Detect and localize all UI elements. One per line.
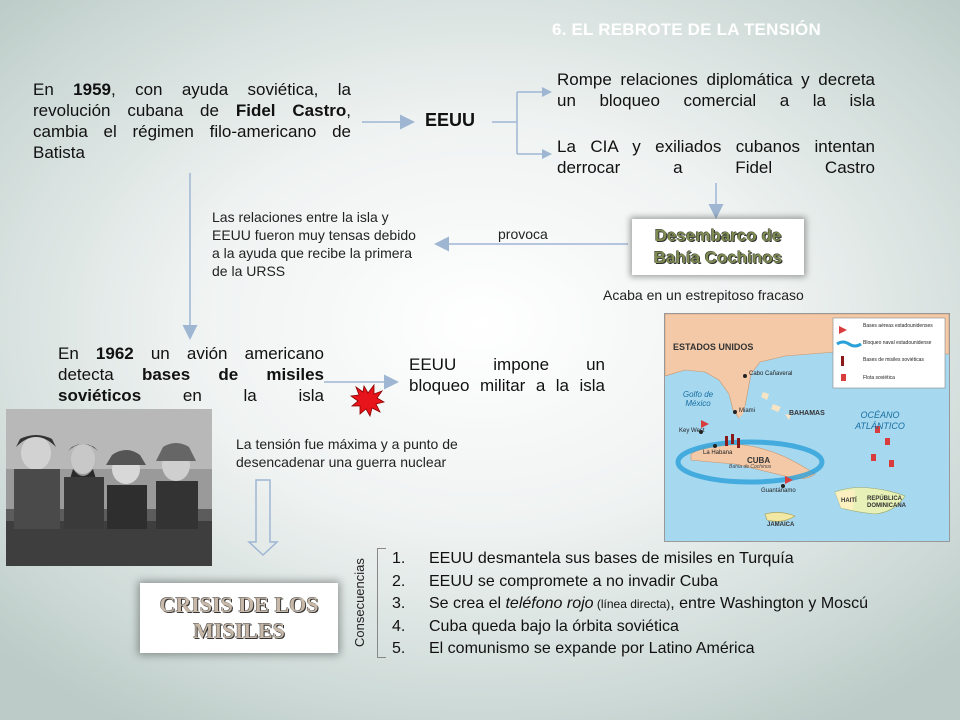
map-island-1: BAHAMAS [789, 410, 825, 417]
map-island-3: HAITÍ [841, 498, 857, 504]
caribbean-map [664, 313, 950, 542]
list-num: 2. [392, 572, 406, 590]
event-pre: En [58, 344, 96, 363]
list-item [392, 548, 868, 571]
list-text-post: , entre Washington y Moscú [670, 595, 868, 612]
map-city-2: Miami [739, 408, 755, 414]
event-bold: bases de misiles soviéticos [58, 365, 324, 405]
intro-pre: En [33, 80, 74, 99]
tension-max: La tensión fue máxima y a punto de desencadenar una guerra nuclear [236, 436, 458, 470]
map-gulf: Golfo de México [682, 390, 714, 408]
list-num: 5. [392, 640, 406, 657]
list-item [392, 616, 868, 639]
map-city-5: Guantánamo [761, 488, 796, 494]
event-mid: un avión americano detecta [58, 344, 324, 384]
list-text-pre: Se crea el [429, 595, 506, 612]
list-num: 3. [392, 595, 406, 612]
intro-1959 [33, 79, 351, 163]
event-post: en la isla [141, 386, 324, 405]
crisis-misiles-text: CRISIS DE LOS MISILES [159, 592, 319, 643]
list-item [392, 593, 868, 616]
intro-post: , cambia el régimen filo-americano de Batista [33, 101, 351, 162]
map-island-2: CUBA [747, 456, 771, 465]
map-usa: ESTADOS UNIDOS [673, 342, 754, 352]
list-text: El comunismo se expande por Latino América [429, 640, 755, 657]
intro-year: 1959 [73, 80, 111, 99]
map-bay: Bahía de Cochinos [729, 464, 772, 470]
list-num: 4. [392, 617, 406, 635]
tension-note: Las relaciones entre la isla y EEUU fueron muy tensas debido a la ayuda que recibe la primera de la URSS [212, 209, 416, 279]
list-text: EEUU se compromete a no invadir Cuba [429, 572, 719, 590]
blockade-text: EEUU impone un bloqueo militar a la isla [409, 355, 605, 395]
leaders-photo [6, 409, 212, 566]
event-1962 [58, 343, 324, 406]
map-legend-3: Bases de misiles soviéticas [863, 357, 924, 363]
consequences-label: Consecuencias [352, 558, 367, 648]
map-island-4: REPÚBLICA DOMINICANA [867, 496, 906, 509]
list-text-italic: teléfono rojo [505, 595, 594, 612]
map-ocean: OCÉANO ATLÁNTICO [855, 410, 905, 431]
consequences-list [392, 548, 868, 661]
list-text: EEUU desmantela sus bases de misiles en Turquía [429, 550, 794, 567]
provoca-label: provoca [498, 226, 548, 242]
map-city-1: Cabo Cañaveral [749, 371, 793, 377]
crisis-misiles-box [140, 583, 338, 653]
arrow-eeuu-branch [492, 92, 550, 154]
bahia-cochinos-text: Desembarco de Bahía Cochinos [653, 226, 783, 267]
list-text-small: (línea directa) [593, 597, 671, 611]
intro-name: Fidel Castro [235, 101, 347, 120]
consequences-bracket [377, 548, 386, 658]
eeuu-label: EEUU [425, 110, 476, 130]
map-city-3: Key West [679, 428, 705, 434]
intro-mid: , con ayuda soviética, la revolución cubana de [33, 80, 351, 120]
list-text: Cuba queda bajo la órbita soviética [429, 617, 679, 635]
map-legend-1: Bases aéreas estadounidenses [863, 323, 933, 329]
eeuu-action-1: Rompe relaciones diplomática y decreta un bloqueo comercial a la isla [557, 70, 875, 110]
map-island-5: JAMAICA [767, 522, 795, 528]
slide-title: 6. EL REBROTE DE LA TENSIÓN [552, 20, 821, 39]
list-item [392, 638, 868, 661]
map-legend-2: Bloqueo naval estadounidense [863, 340, 932, 346]
burst-icon [351, 385, 384, 416]
arrow-to-crisis [249, 480, 277, 555]
map-legend-4: Flota soviética [863, 375, 895, 381]
list-num: 1. [392, 550, 406, 567]
list-item [392, 571, 868, 594]
eeuu-action-2: La CIA y exiliados cubanos intentan derrocar a Fidel Castro [557, 137, 875, 177]
bahia-result: Acaba en un estrepitoso fracaso [603, 287, 804, 303]
map-city-4: La Habana [703, 450, 733, 456]
bahia-cochinos-box [632, 219, 804, 275]
event-year: 1962 [95, 344, 134, 363]
